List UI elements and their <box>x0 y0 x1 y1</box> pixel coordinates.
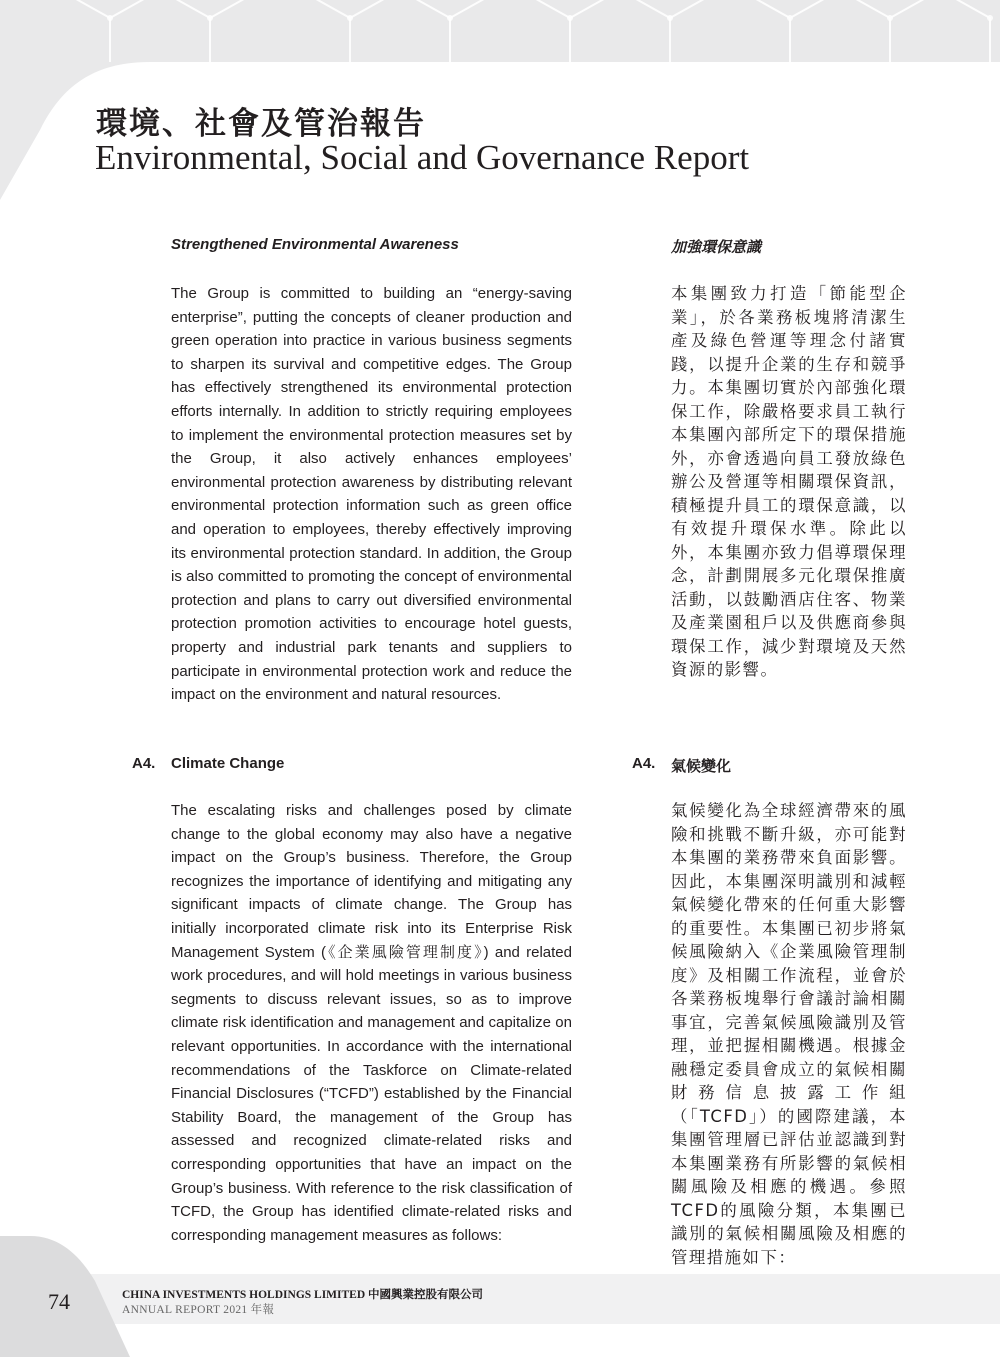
section-heading-environmental-awareness-zh: 加強環保意識 <box>671 239 762 256</box>
page-title-chinese: 環境、社會及管治報告 <box>96 106 426 142</box>
paragraph-environmental-awareness-zh: 本集團致力打造「節能型企業」，於各業務板塊將清潔生產及綠色營運等理念付諸實踐，以提升企業的生存和競爭力。本集團切實於內部強化環保工作，除嚴格要求員工執行本集團內部所定下的環保措施外，亦會透過向員工發放綠色辦公及營運等相關環保資訊，積極提升員工的環保意識，以有效提升環保水準。除此以外，本集團亦致力倡導環保理念，計劃開展多元化環保推廣活動，以鼓勵酒店住客、物業及產業園租戶以及供應商參與環保工作，減少對環境及天然資源的影響。 <box>671 284 907 679</box>
paragraph-environmental-awareness: The Group is committed to building an “energy-saving enterprise”, putting the concepts of cleaner production and green operation into practice in various business segments to sharpen its survival and competitive edges. The Group has effectively strengthened its environmental protection efforts internally. In addition to strictly requiring employees to implement the environmental protection measures set by the Group, it also actively enhances employees’ environmental protection awareness by distributing relevant environmental protection information such as green office and operation to employees, thereby effectively improving its environmental protection standard. In addition, the Group is also committed to promoting the concept of environmental protection and plans to carry out diversified environmental protection promotion activities to encourage hotel guests, property and industrial park tenants and suppliers to participate in environmental protection work and reduce the impact on the environment and natural resources. <box>171 285 572 704</box>
page-number: 74 <box>48 1289 70 1314</box>
english-column-climate <box>171 799 572 1247</box>
english-column-environmental <box>171 282 572 707</box>
footer-company-name: CHINA INVESTMENTS HOLDINGS LIMITED 中國興業控股有限公司 <box>122 1289 484 1301</box>
section-number-zh: A4. <box>632 755 656 772</box>
chinese-column-climate <box>671 799 907 1269</box>
page-title-english: Environmental, Social and Governance Report <box>95 138 750 177</box>
paragraph-climate-change-zh: 氣候變化為全球經濟帶來的風險和挑戰不斷升級，亦可能對本集團的業務帶來負面影響。因此，本集團深明識別和減輕氣候變化帶來的任何重大影響的重要性。本集團已初步將氣候風險納入《企業風險管理制度》及相關工作流程，並會於各業務板塊舉行會議討論相關事宜，完善氣候風險識別及管理，並把握相關機遇。根據金融穩定委員會成立的氣候相關財務信息披露工作組（「TCFD」）的國際建議，本集團管理層已評估並認識到對本集團業務有所影響的氣候相關風險及相應的機遇。參照TCFD的風險分類，本集團已識別的氣候相關風險及相應的管理措施如下： <box>671 801 907 1267</box>
section-heading-environmental-awareness: Strengthened Environmental Awareness <box>171 236 459 253</box>
paragraph-climate-change: The escalating risks and challenges posed by climate change to the global economy may also have a negative impact on the Group’s business. Therefore, the Group recognizes the importance of identifying and mitigating any significant impacts of climate change. The Group has initially incorporated climate risk into its Enterprise Risk Management System (《企業風險管理制度》) and related work procedures, and will hold meetings in various business segments to discuss relevant issues, so as to improve climate risk identification and management and capitalize on relevant opportunities. In accordance with the international recommendations of the Taskforce on Climate-related Financial Disclosures (“TCFD”) established by the Financial Stability Board, the management of the Group has assessed and recognized climate-related risks and corresponding opportunities that have an impact on the Group’s business. With reference to the risk classification of TCFD, the Group has identified climate-related risks and corresponding management measures as follows: <box>171 802 572 1244</box>
footer-report-name: ANNUAL REPORT 2021 年報 <box>122 1304 275 1316</box>
section-title-climate-change: Climate Change <box>171 755 285 772</box>
chinese-column-environmental <box>671 282 907 682</box>
section-number: A4. <box>132 755 156 772</box>
section-title-climate-change-zh: 氣候變化 <box>671 758 732 775</box>
